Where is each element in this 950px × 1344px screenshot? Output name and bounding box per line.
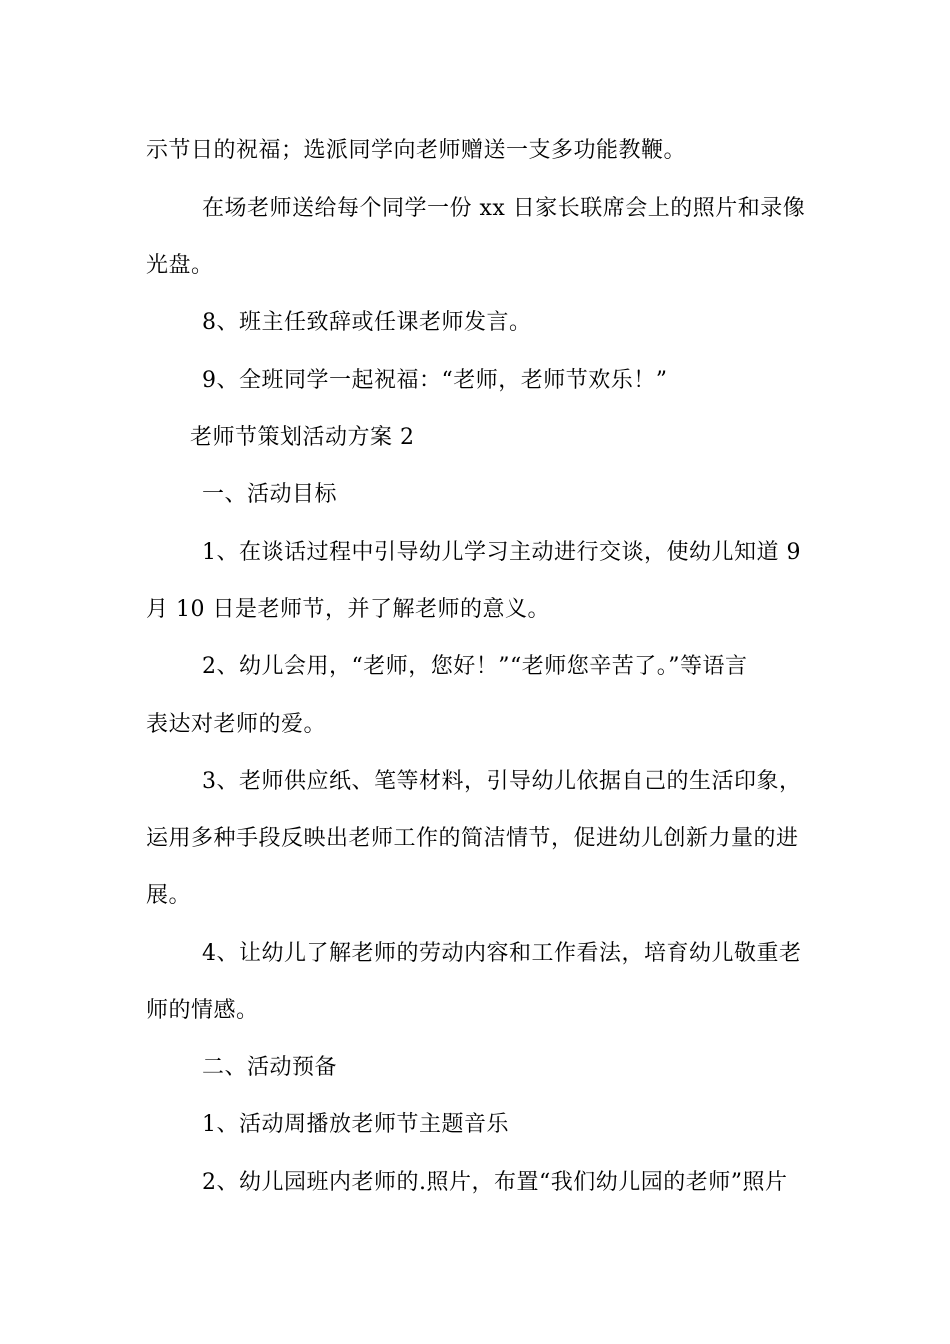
text-line: 在场老师送给每个同学一份 xx 日家长联席会上的照片和录像 xyxy=(202,196,806,221)
text-line: 示节日的祝福；选派同学向老师赠送一支多功能教鞭。 xyxy=(146,138,687,163)
text-line: 光盘。 xyxy=(146,253,214,278)
text-line: 8、班主任致辞或任课老师发言。 xyxy=(202,310,532,335)
section-heading: 二、活动预备 xyxy=(202,1055,338,1080)
text-line: 2、幼儿园班内老师的.照片，布置“我们幼儿园的老师”照片 xyxy=(202,1170,788,1195)
section-heading: 老师节策划活动方案 2 xyxy=(190,425,415,450)
text-line: 1、在谈话过程中引导幼儿学习主动进行交谈，使幼儿知道 9 xyxy=(202,540,801,565)
text-line: 1、活动周播放老师节主题音乐 xyxy=(202,1112,509,1137)
text-line: 师的情感。 xyxy=(146,998,259,1023)
text-line: 4、让幼儿了解老师的劳动内容和工作看法，培育幼儿敬重老 xyxy=(202,941,802,966)
section-heading: 一、活动目标 xyxy=(202,482,338,507)
text-line: 3、老师供应纸、笔等材料，引导幼儿依据自己的生活印象， xyxy=(202,769,802,794)
text-line: 运用多种手段反映出老师工作的简洁情节，促进幼儿创新力量的进 xyxy=(146,826,799,851)
text-line: 月 10 日是老师节，并了解老师的意义。 xyxy=(146,597,550,622)
text-line: 表达对老师的爱。 xyxy=(146,712,327,737)
text-line: 9、全班同学一起祝福：“老师，老师节欢乐！” xyxy=(202,368,668,393)
text-line: 展。 xyxy=(146,883,192,908)
text-line: 2、幼儿会用，“老师，您好！”“老师您辛苦了。”等语言 xyxy=(202,654,748,679)
